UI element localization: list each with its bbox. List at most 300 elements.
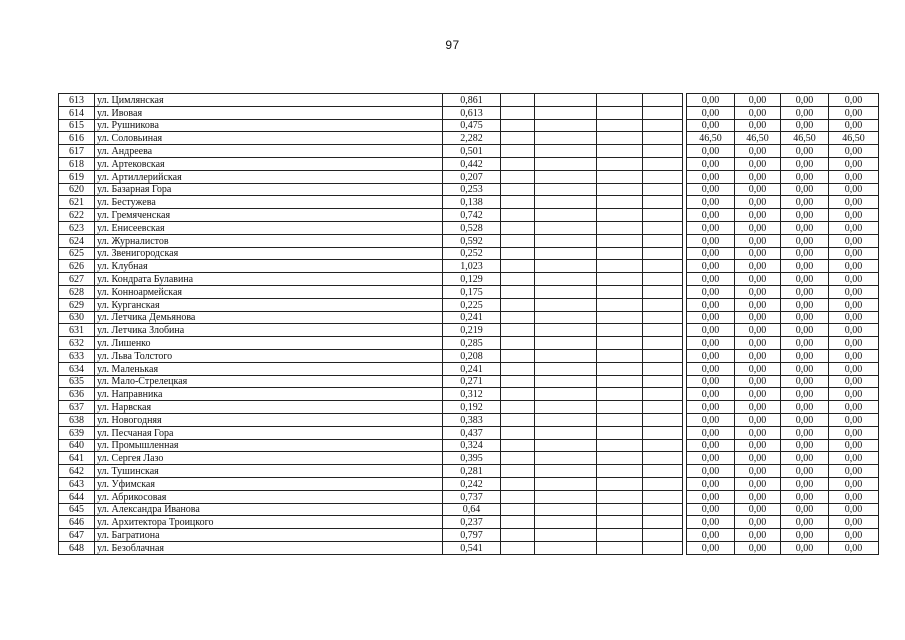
empty-cell bbox=[501, 516, 535, 529]
empty-cell bbox=[501, 362, 535, 375]
value-cell-2: 0,00 bbox=[735, 465, 781, 478]
value-cell-1: 0,00 bbox=[687, 503, 735, 516]
value-cell-2: 0,00 bbox=[735, 311, 781, 324]
length-value: 0,219 bbox=[443, 324, 501, 337]
value-cell-4: 0,00 bbox=[829, 349, 879, 362]
row-number: 625 bbox=[59, 247, 95, 260]
street-name: ул. Цимлянская bbox=[95, 94, 443, 107]
value-cell-3: 0,00 bbox=[781, 465, 829, 478]
empty-cell bbox=[597, 490, 643, 503]
value-cell-4: 0,00 bbox=[829, 311, 879, 324]
value-cell-4: 0,00 bbox=[829, 298, 879, 311]
value-cell-3: 0,00 bbox=[781, 298, 829, 311]
value-cell-4: 0,00 bbox=[829, 209, 879, 222]
value-cell-3: 0,00 bbox=[781, 541, 829, 554]
value-cell-3: 0,00 bbox=[781, 119, 829, 132]
empty-cell bbox=[535, 298, 597, 311]
empty-cell bbox=[535, 234, 597, 247]
empty-cell bbox=[597, 183, 643, 196]
row-number: 615 bbox=[59, 119, 95, 132]
value-cell-2: 0,00 bbox=[735, 503, 781, 516]
street-name: ул. Рушникова bbox=[95, 119, 443, 132]
value-cell-4: 0,00 bbox=[829, 183, 879, 196]
empty-cell bbox=[501, 413, 535, 426]
table-row bbox=[59, 388, 879, 401]
value-cell-1: 0,00 bbox=[687, 439, 735, 452]
empty-cell bbox=[597, 439, 643, 452]
value-cell-4: 0,00 bbox=[829, 247, 879, 260]
empty-cell bbox=[535, 132, 597, 145]
empty-cell bbox=[501, 324, 535, 337]
value-cell-1: 0,00 bbox=[687, 260, 735, 273]
empty-cell bbox=[597, 285, 643, 298]
empty-cell bbox=[501, 465, 535, 478]
row-number: 642 bbox=[59, 465, 95, 478]
value-cell-3: 0,00 bbox=[781, 234, 829, 247]
empty-cell bbox=[643, 209, 683, 222]
empty-cell bbox=[597, 119, 643, 132]
length-value: 0,324 bbox=[443, 439, 501, 452]
empty-cell bbox=[597, 349, 643, 362]
length-value: 0,252 bbox=[443, 247, 501, 260]
empty-cell bbox=[643, 260, 683, 273]
value-cell-4: 0,00 bbox=[829, 94, 879, 107]
value-cell-4: 0,00 bbox=[829, 260, 879, 273]
empty-cell bbox=[597, 413, 643, 426]
empty-cell bbox=[501, 375, 535, 388]
value-cell-1: 0,00 bbox=[687, 362, 735, 375]
street-name: ул. Сергея Лазо bbox=[95, 452, 443, 465]
empty-cell bbox=[535, 221, 597, 234]
table-row bbox=[59, 196, 879, 209]
value-cell-2: 0,00 bbox=[735, 209, 781, 222]
value-cell-2: 0,00 bbox=[735, 170, 781, 183]
empty-cell bbox=[535, 209, 597, 222]
row-number: 613 bbox=[59, 94, 95, 107]
empty-cell bbox=[597, 477, 643, 490]
length-value: 0,208 bbox=[443, 349, 501, 362]
length-value: 0,281 bbox=[443, 465, 501, 478]
length-value: 0,395 bbox=[443, 452, 501, 465]
value-cell-3: 0,00 bbox=[781, 388, 829, 401]
empty-cell bbox=[643, 503, 683, 516]
empty-cell bbox=[535, 285, 597, 298]
value-cell-3: 46,50 bbox=[781, 132, 829, 145]
row-number: 637 bbox=[59, 401, 95, 414]
value-cell-2: 0,00 bbox=[735, 362, 781, 375]
length-value: 0,613 bbox=[443, 106, 501, 119]
empty-cell bbox=[501, 221, 535, 234]
value-cell-3: 0,00 bbox=[781, 503, 829, 516]
length-value: 0,797 bbox=[443, 529, 501, 542]
value-cell-4: 0,00 bbox=[829, 477, 879, 490]
street-name: ул. Бестужева bbox=[95, 196, 443, 209]
empty-cell bbox=[643, 298, 683, 311]
empty-cell bbox=[501, 337, 535, 350]
empty-cell bbox=[501, 401, 535, 414]
value-cell-2: 0,00 bbox=[735, 541, 781, 554]
street-name: ул. Звенигородская bbox=[95, 247, 443, 260]
value-cell-2: 0,00 bbox=[735, 183, 781, 196]
value-cell-2: 0,00 bbox=[735, 324, 781, 337]
empty-cell bbox=[501, 157, 535, 170]
value-cell-1: 0,00 bbox=[687, 298, 735, 311]
value-cell-3: 0,00 bbox=[781, 94, 829, 107]
row-number: 630 bbox=[59, 311, 95, 324]
empty-cell bbox=[501, 196, 535, 209]
value-cell-1: 0,00 bbox=[687, 311, 735, 324]
value-cell-2: 0,00 bbox=[735, 119, 781, 132]
empty-cell bbox=[535, 439, 597, 452]
empty-cell bbox=[643, 362, 683, 375]
empty-cell bbox=[643, 106, 683, 119]
value-cell-2: 0,00 bbox=[735, 273, 781, 286]
row-number: 627 bbox=[59, 273, 95, 286]
row-number: 643 bbox=[59, 477, 95, 490]
empty-cell bbox=[643, 221, 683, 234]
value-cell-4: 46,50 bbox=[829, 132, 879, 145]
empty-cell bbox=[643, 375, 683, 388]
empty-cell bbox=[535, 145, 597, 158]
value-cell-2: 0,00 bbox=[735, 516, 781, 529]
empty-cell bbox=[501, 529, 535, 542]
value-cell-3: 0,00 bbox=[781, 106, 829, 119]
street-name: ул. Лишенко bbox=[95, 337, 443, 350]
street-name: ул. Клубная bbox=[95, 260, 443, 273]
value-cell-3: 0,00 bbox=[781, 516, 829, 529]
value-cell-2: 0,00 bbox=[735, 285, 781, 298]
table-row bbox=[59, 94, 879, 107]
empty-cell bbox=[597, 196, 643, 209]
length-value: 0,541 bbox=[443, 541, 501, 554]
empty-cell bbox=[535, 324, 597, 337]
row-number: 621 bbox=[59, 196, 95, 209]
row-number: 619 bbox=[59, 170, 95, 183]
empty-cell bbox=[597, 541, 643, 554]
table-row bbox=[59, 516, 879, 529]
empty-cell bbox=[643, 247, 683, 260]
length-value: 0,501 bbox=[443, 145, 501, 158]
value-cell-3: 0,00 bbox=[781, 490, 829, 503]
empty-cell bbox=[597, 298, 643, 311]
value-cell-2: 0,00 bbox=[735, 196, 781, 209]
empty-cell bbox=[597, 401, 643, 414]
row-number: 620 bbox=[59, 183, 95, 196]
value-cell-2: 0,00 bbox=[735, 375, 781, 388]
value-cell-1: 0,00 bbox=[687, 426, 735, 439]
length-value: 0,64 bbox=[443, 503, 501, 516]
length-value: 1,023 bbox=[443, 260, 501, 273]
length-value: 0,737 bbox=[443, 490, 501, 503]
value-cell-4: 0,00 bbox=[829, 413, 879, 426]
length-value: 0,138 bbox=[443, 196, 501, 209]
street-name: ул. Абрикосовая bbox=[95, 490, 443, 503]
value-cell-4: 0,00 bbox=[829, 170, 879, 183]
empty-cell bbox=[535, 388, 597, 401]
table-row bbox=[59, 490, 879, 503]
length-value: 2,282 bbox=[443, 132, 501, 145]
empty-cell bbox=[597, 452, 643, 465]
empty-cell bbox=[501, 273, 535, 286]
row-number: 634 bbox=[59, 362, 95, 375]
row-number: 633 bbox=[59, 349, 95, 362]
value-cell-2: 0,00 bbox=[735, 452, 781, 465]
value-cell-2: 0,00 bbox=[735, 388, 781, 401]
value-cell-3: 0,00 bbox=[781, 452, 829, 465]
empty-cell bbox=[643, 196, 683, 209]
empty-cell bbox=[597, 209, 643, 222]
value-cell-4: 0,00 bbox=[829, 465, 879, 478]
value-cell-2: 0,00 bbox=[735, 298, 781, 311]
table-row bbox=[59, 541, 879, 554]
value-cell-2: 0,00 bbox=[735, 477, 781, 490]
row-number: 636 bbox=[59, 388, 95, 401]
value-cell-4: 0,00 bbox=[829, 285, 879, 298]
table-body bbox=[59, 94, 879, 555]
value-cell-4: 0,00 bbox=[829, 196, 879, 209]
length-value: 0,442 bbox=[443, 157, 501, 170]
value-cell-4: 0,00 bbox=[829, 273, 879, 286]
empty-cell bbox=[501, 170, 535, 183]
row-number: 638 bbox=[59, 413, 95, 426]
value-cell-1: 0,00 bbox=[687, 145, 735, 158]
length-value: 0,383 bbox=[443, 413, 501, 426]
empty-cell bbox=[597, 132, 643, 145]
street-name: ул. Ивовая bbox=[95, 106, 443, 119]
street-name: ул. Соловьиная bbox=[95, 132, 443, 145]
value-cell-3: 0,00 bbox=[781, 285, 829, 298]
empty-cell bbox=[597, 260, 643, 273]
table-row bbox=[59, 324, 879, 337]
empty-cell bbox=[643, 452, 683, 465]
table-row bbox=[59, 465, 879, 478]
empty-cell bbox=[597, 247, 643, 260]
value-cell-3: 0,00 bbox=[781, 196, 829, 209]
table-row bbox=[59, 183, 879, 196]
table-row bbox=[59, 439, 879, 452]
length-value: 0,242 bbox=[443, 477, 501, 490]
empty-cell bbox=[643, 285, 683, 298]
row-number: 622 bbox=[59, 209, 95, 222]
empty-cell bbox=[501, 426, 535, 439]
length-value: 0,528 bbox=[443, 221, 501, 234]
value-cell-2: 0,00 bbox=[735, 426, 781, 439]
empty-cell bbox=[597, 375, 643, 388]
value-cell-2: 0,00 bbox=[735, 401, 781, 414]
empty-cell bbox=[501, 247, 535, 260]
value-cell-4: 0,00 bbox=[829, 145, 879, 158]
table-row bbox=[59, 401, 879, 414]
table-row bbox=[59, 311, 879, 324]
empty-cell bbox=[501, 311, 535, 324]
value-cell-1: 0,00 bbox=[687, 247, 735, 260]
empty-cell bbox=[501, 388, 535, 401]
street-name: ул. Летчика Демьянова bbox=[95, 311, 443, 324]
value-cell-3: 0,00 bbox=[781, 311, 829, 324]
value-cell-4: 0,00 bbox=[829, 401, 879, 414]
street-name: ул. Багратиона bbox=[95, 529, 443, 542]
empty-cell bbox=[535, 413, 597, 426]
value-cell-1: 0,00 bbox=[687, 273, 735, 286]
street-name: ул. Безоблачная bbox=[95, 541, 443, 554]
value-cell-4: 0,00 bbox=[829, 106, 879, 119]
length-value: 0,437 bbox=[443, 426, 501, 439]
empty-cell bbox=[535, 401, 597, 414]
value-cell-3: 0,00 bbox=[781, 362, 829, 375]
length-value: 0,207 bbox=[443, 170, 501, 183]
empty-cell bbox=[597, 106, 643, 119]
table-row bbox=[59, 298, 879, 311]
table-row bbox=[59, 170, 879, 183]
empty-cell bbox=[535, 375, 597, 388]
row-number: 647 bbox=[59, 529, 95, 542]
value-cell-2: 0,00 bbox=[735, 157, 781, 170]
value-cell-1: 0,00 bbox=[687, 209, 735, 222]
value-cell-3: 0,00 bbox=[781, 183, 829, 196]
value-cell-2: 0,00 bbox=[735, 413, 781, 426]
length-value: 0,312 bbox=[443, 388, 501, 401]
street-name: ул. Конноармейская bbox=[95, 285, 443, 298]
table-row bbox=[59, 413, 879, 426]
row-number: 646 bbox=[59, 516, 95, 529]
street-name: ул. Артековская bbox=[95, 157, 443, 170]
value-cell-1: 0,00 bbox=[687, 452, 735, 465]
table-row bbox=[59, 452, 879, 465]
empty-cell bbox=[535, 362, 597, 375]
row-number: 635 bbox=[59, 375, 95, 388]
empty-cell bbox=[643, 516, 683, 529]
row-number: 648 bbox=[59, 541, 95, 554]
empty-cell bbox=[501, 298, 535, 311]
value-cell-4: 0,00 bbox=[829, 375, 879, 388]
street-name: ул. Тушинская bbox=[95, 465, 443, 478]
empty-cell bbox=[501, 541, 535, 554]
empty-cell bbox=[643, 145, 683, 158]
value-cell-1: 0,00 bbox=[687, 465, 735, 478]
empty-cell bbox=[643, 119, 683, 132]
value-cell-4: 0,00 bbox=[829, 516, 879, 529]
value-cell-1: 0,00 bbox=[687, 337, 735, 350]
value-cell-3: 0,00 bbox=[781, 324, 829, 337]
empty-cell bbox=[501, 145, 535, 158]
value-cell-3: 0,00 bbox=[781, 439, 829, 452]
value-cell-4: 0,00 bbox=[829, 490, 879, 503]
row-number: 624 bbox=[59, 234, 95, 247]
value-cell-2: 0,00 bbox=[735, 529, 781, 542]
value-cell-1: 0,00 bbox=[687, 183, 735, 196]
empty-cell bbox=[501, 349, 535, 362]
empty-cell bbox=[501, 94, 535, 107]
value-cell-1: 0,00 bbox=[687, 106, 735, 119]
length-value: 0,225 bbox=[443, 298, 501, 311]
table-row bbox=[59, 247, 879, 260]
empty-cell bbox=[643, 490, 683, 503]
street-name: ул. Артиллерийская bbox=[95, 170, 443, 183]
row-number: 618 bbox=[59, 157, 95, 170]
value-cell-1: 0,00 bbox=[687, 157, 735, 170]
street-name: ул. Архитектора Троицкого bbox=[95, 516, 443, 529]
row-number: 629 bbox=[59, 298, 95, 311]
empty-cell bbox=[643, 273, 683, 286]
row-number: 632 bbox=[59, 337, 95, 350]
table-row bbox=[59, 234, 879, 247]
value-cell-1: 0,00 bbox=[687, 349, 735, 362]
empty-cell bbox=[535, 273, 597, 286]
empty-cell bbox=[535, 349, 597, 362]
table-row bbox=[59, 349, 879, 362]
street-name: ул. Новогодняя bbox=[95, 413, 443, 426]
length-value: 0,253 bbox=[443, 183, 501, 196]
street-name: ул. Александра Иванова bbox=[95, 503, 443, 516]
empty-cell bbox=[643, 183, 683, 196]
value-cell-4: 0,00 bbox=[829, 541, 879, 554]
empty-cell bbox=[535, 516, 597, 529]
empty-cell bbox=[597, 465, 643, 478]
value-cell-1: 0,00 bbox=[687, 477, 735, 490]
value-cell-4: 0,00 bbox=[829, 337, 879, 350]
value-cell-3: 0,00 bbox=[781, 477, 829, 490]
street-name: ул. Андреева bbox=[95, 145, 443, 158]
value-cell-3: 0,00 bbox=[781, 145, 829, 158]
empty-cell bbox=[643, 337, 683, 350]
value-cell-3: 0,00 bbox=[781, 426, 829, 439]
street-name: ул. Базарная Гора bbox=[95, 183, 443, 196]
empty-cell bbox=[597, 388, 643, 401]
table-row bbox=[59, 221, 879, 234]
value-cell-4: 0,00 bbox=[829, 529, 879, 542]
table-row bbox=[59, 209, 879, 222]
empty-cell bbox=[597, 170, 643, 183]
value-cell-1: 0,00 bbox=[687, 375, 735, 388]
table-row bbox=[59, 157, 879, 170]
value-cell-1: 0,00 bbox=[687, 285, 735, 298]
value-cell-3: 0,00 bbox=[781, 273, 829, 286]
empty-cell bbox=[501, 234, 535, 247]
value-cell-3: 0,00 bbox=[781, 375, 829, 388]
table-row bbox=[59, 375, 879, 388]
empty-cell bbox=[535, 247, 597, 260]
table-row bbox=[59, 273, 879, 286]
length-value: 0,742 bbox=[443, 209, 501, 222]
table-row bbox=[59, 362, 879, 375]
row-number: 628 bbox=[59, 285, 95, 298]
empty-cell bbox=[535, 452, 597, 465]
empty-cell bbox=[597, 426, 643, 439]
row-number: 644 bbox=[59, 490, 95, 503]
empty-cell bbox=[535, 157, 597, 170]
length-value: 0,192 bbox=[443, 401, 501, 414]
empty-cell bbox=[535, 541, 597, 554]
street-name: ул. Нарвская bbox=[95, 401, 443, 414]
value-cell-2: 0,00 bbox=[735, 490, 781, 503]
empty-cell bbox=[535, 260, 597, 273]
value-cell-3: 0,00 bbox=[781, 349, 829, 362]
street-name: ул. Енисеевская bbox=[95, 221, 443, 234]
value-cell-3: 0,00 bbox=[781, 157, 829, 170]
value-cell-2: 0,00 bbox=[735, 439, 781, 452]
empty-cell bbox=[535, 490, 597, 503]
value-cell-3: 0,00 bbox=[781, 260, 829, 273]
value-cell-1: 0,00 bbox=[687, 119, 735, 132]
street-name: ул. Маленькая bbox=[95, 362, 443, 375]
value-cell-4: 0,00 bbox=[829, 426, 879, 439]
empty-cell bbox=[643, 157, 683, 170]
empty-cell bbox=[535, 337, 597, 350]
value-cell-3: 0,00 bbox=[781, 401, 829, 414]
table-row bbox=[59, 477, 879, 490]
value-cell-1: 0,00 bbox=[687, 529, 735, 542]
empty-cell bbox=[597, 273, 643, 286]
